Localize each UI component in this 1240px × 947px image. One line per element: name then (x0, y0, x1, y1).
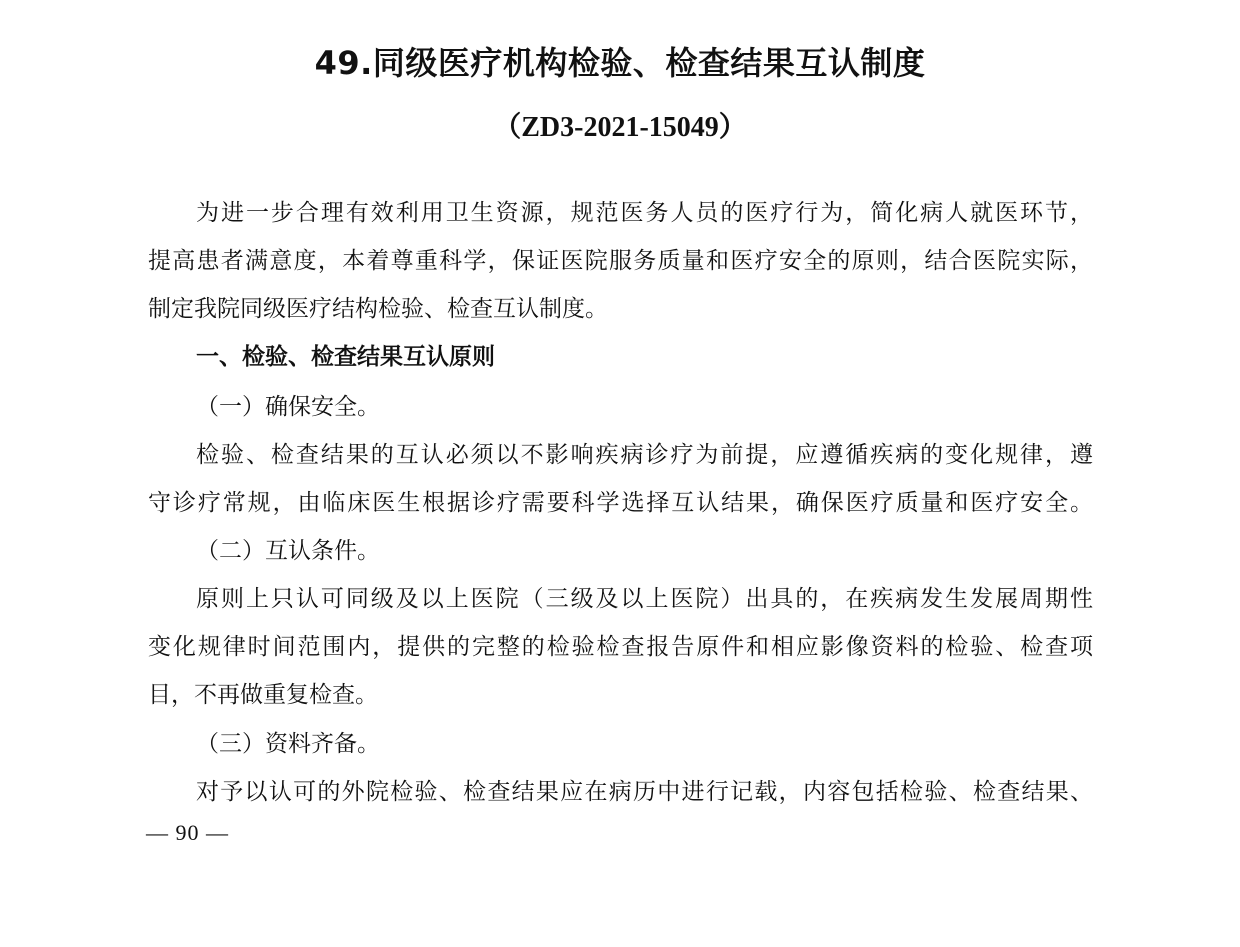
paragraph-line: 对予以认可的外院检验、检查结果应在病历中进行记载，内容包括检验、检查结果、 (196, 779, 1093, 805)
paragraph-line: 制定我院同级医疗结构检验、检查互认制度。 (148, 296, 608, 322)
subsection-heading: （三）资料齐备。 (196, 731, 380, 757)
page-number: — 90 — (146, 820, 229, 845)
paragraph-line: 检验、检查结果的互认必须以不影响疾病诊疗为前提，应遵循疾病的变化规律，遵 (196, 442, 1093, 468)
paragraph-line: 为进一步合理有效利用卫生资源，规范医务人员的医疗行为，简化病人就医环节， (196, 200, 1093, 226)
paragraph-line: 原则上只认可同级及以上医院（三级及以上医院）出具的，在疾病发生发展周期性 (196, 586, 1093, 612)
section-heading: 一、检验、检查结果互认原则 (196, 344, 495, 370)
paragraph-line: 守诊疗常规，由临床医生根据诊疗需要科学选择互认结果，确保医疗质量和医疗安全。 (148, 490, 1093, 516)
paragraph-line: 提高患者满意度，本着尊重科学，保证医院服务质量和医疗安全的原则，结合医院实际， (148, 248, 1093, 274)
document-title: 49.同级医疗机构检验、检查结果互认制度 (314, 44, 926, 82)
document-code: （ZD3-2021-15049） (493, 112, 747, 143)
paragraph-line: 变化规律时间范围内，提供的完整的检验检查报告原件和相应影像资料的检验、检查项 (148, 634, 1093, 660)
subsection-heading: （二）互认条件。 (196, 538, 380, 564)
paragraph-line: 目，不再做重复检查。 (148, 682, 378, 708)
subsection-heading: （一）确保安全。 (196, 394, 380, 420)
